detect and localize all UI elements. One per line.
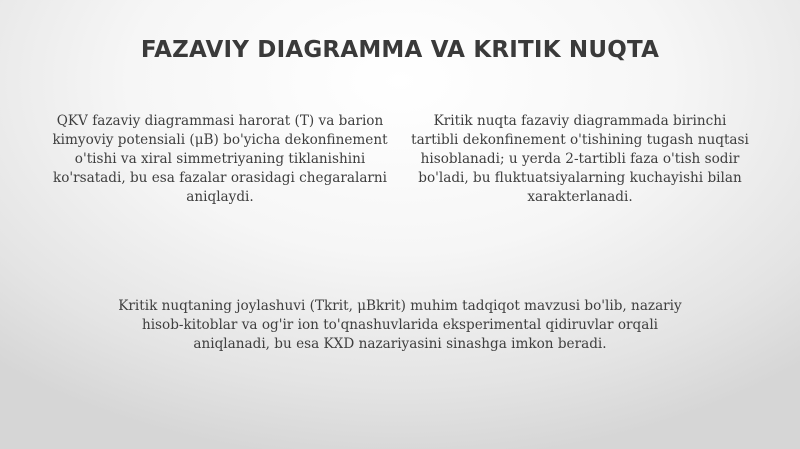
paragraph-critical-point: Kritik nuqta fazaviy diagrammada birinchi tartibli dekonfinement o'tishining tugash nuqtasi hisoblanadi; u yerda 2-tartibli faza o'tish sodir bo'ladi, bu fluktuatsiyalarning kuchayishi bilan xarakterlanadi.	[411, 113, 749, 205]
slide-title: FAZAVIY DIAGRAMMA VA KRITIK NUQTA	[140, 37, 660, 63]
paragraph-phase-diagram: QKV fazaviy diagrammasi harorat (T) va barion kimyoviy potensiali (μB) bo'yicha dekonfinement o'tishi va xiral simmetriyaning tiklanishini ko'rsatadi, bu esa fazalar orasidagi chegaralarni aniqlaydi.	[52, 113, 388, 205]
paragraph-critical-point-location: Kritik nuqtaning joylashuvi (Tkrit, μBkrit) muhim tadqiqot mavzusi bo'lib, nazariy hisob-kitoblar va og'ir ion to'qnashuvlarida eksperimental qidiruvlar orqali aniqlanadi, bu esa KXD nazariyasini sinashga imkon beradi.	[118, 298, 682, 352]
